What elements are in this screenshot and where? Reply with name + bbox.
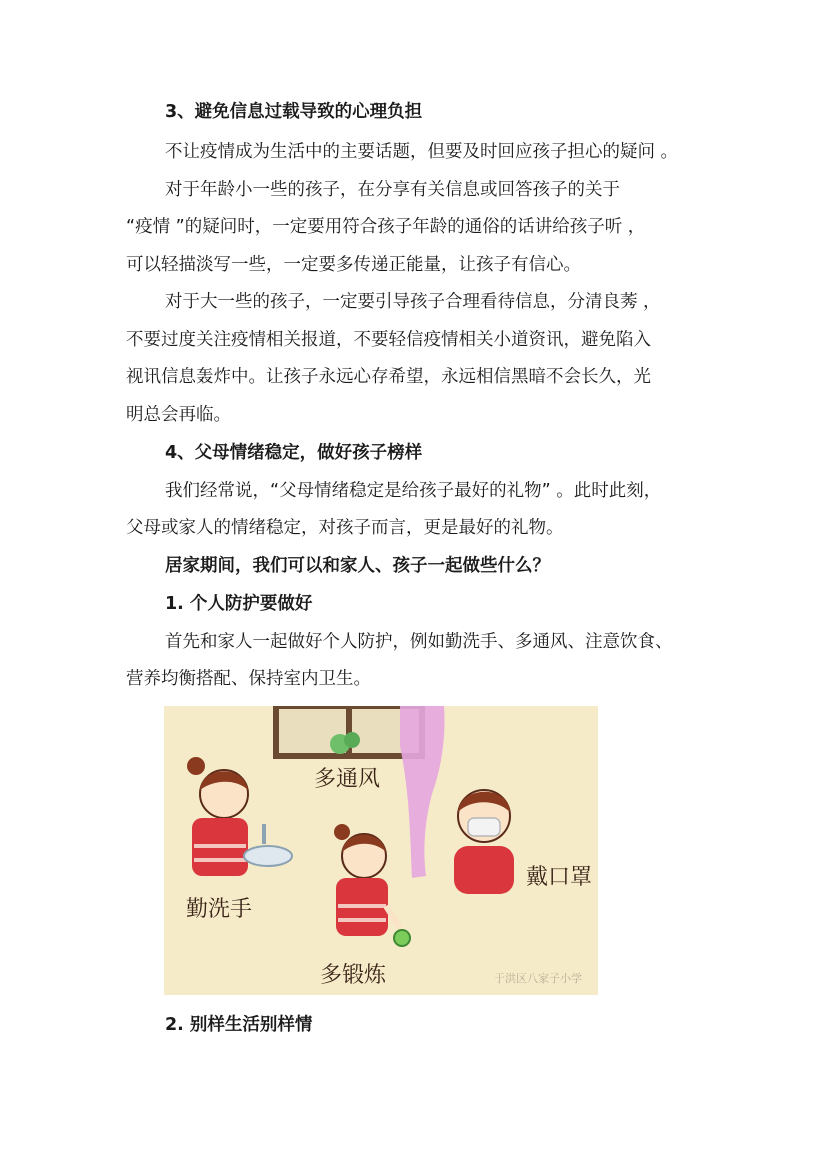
paragraph-2-line-1: 对于年龄小一些的孩子，在分享有关信息或回答孩子的关于	[165, 180, 620, 200]
paragraph-3-line-2: 不要过度关注疫情相关报道，不要轻信疫情相关小道资讯，避免陷入	[126, 330, 651, 350]
paragraph-4-line-2: 父母或家人的情绪稳定，对孩子而言，更是最好的礼物。	[126, 518, 564, 538]
paragraph-2-line-3: 可以轻描淡写一些，一定要多传递正能量，让孩子有信心。	[126, 255, 581, 275]
paragraph-3-line-4: 明总会再临。	[126, 405, 231, 425]
paragraph-1: 不让疫情成为生活中的主要话题，但要及时回应孩子担心的疑问 。	[165, 142, 679, 162]
paragraph-3-line-3: 视讯信息轰炸中。让孩子永远心存希望，永远相信黑暗不会长久，光	[126, 367, 651, 387]
paragraph-4-line-1: 我们经常说，“父母情绪稳定是给孩子最好的礼物” 。此时此刻，	[165, 481, 662, 501]
section-heading-3: 3、避免信息过载导致的心理负担	[165, 102, 423, 122]
watermark: 于洪区八家子小学	[494, 972, 582, 985]
label-ventilate: 多通风	[314, 767, 381, 792]
section-heading-4: 4、父母情绪稳定，做好孩子榜样	[165, 443, 423, 463]
illustration-personal-protection	[164, 706, 598, 995]
paragraph-2-line-2: “疫情 ”的疑问时，一定要用符合孩子年龄的通俗的话讲给孩子听 ，	[126, 217, 646, 237]
question-heading: 居家期间，我们可以和家人、孩子一起做些什么？	[165, 556, 550, 576]
paragraph-5-line-1: 首先和家人一起做好个人防护，例如勤洗手、多通风、注意饮食、	[165, 632, 673, 652]
subheading-2: 2. 别样生活别样情	[165, 1015, 313, 1035]
label-exercise: 多锻炼	[320, 963, 387, 988]
label-wear-mask: 戴口罩	[526, 865, 593, 890]
subheading-1: 1. 个人防护要做好	[165, 594, 313, 614]
paragraph-5-line-2: 营养均衡搭配、保持室内卫生。	[126, 669, 371, 689]
label-wash-hands: 勤洗手	[186, 897, 253, 922]
paragraph-3-line-1: 对于大一些的孩子，一定要引导孩子合理看待信息，分清良莠 ，	[165, 292, 661, 312]
